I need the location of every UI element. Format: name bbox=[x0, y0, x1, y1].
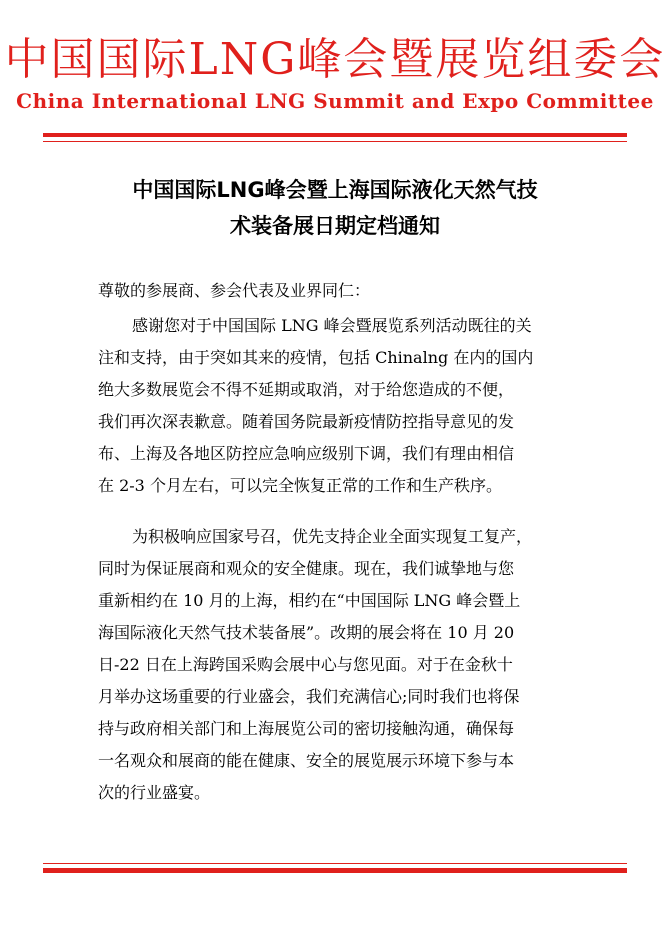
notice-title-line: 术装备展日期定档通知 bbox=[230, 214, 440, 238]
header-divider-thin bbox=[43, 141, 627, 142]
paragraph-line: 同时为保证展商和观众的安全健康。现在，我们诚挚地与您 bbox=[98, 559, 515, 578]
paragraph-line: 在 2-3 个月左右，可以完全恢复正常的工作和生产秩序。 bbox=[98, 476, 502, 495]
paragraph-line: 日-22 日在上海跨国采购会展中心与您见面。对于在金秋十 bbox=[98, 655, 513, 674]
paragraph-line: 绝大多数展览会不得不延期或取消，对于给您造成的不便， bbox=[98, 380, 515, 399]
paragraph-2 bbox=[98, 521, 608, 809]
paragraph-line: 次的行业盛宴。 bbox=[98, 783, 211, 802]
paragraph-line: 海国际液化天然气技术装备展”。改期的展会将在 10 月 20 bbox=[98, 623, 515, 642]
letterhead-title-en: China International LNG Summit and Expo Committee bbox=[16, 89, 654, 113]
salutation: 尊敬的参展商、参会代表及业界同仁： bbox=[98, 281, 371, 300]
paragraph-line: 重新相约在 10 月的上海，相约在“中国国际 LNG 峰会暨上 bbox=[98, 591, 521, 610]
paragraph-line: 月举办这场重要的行业盛会，我们充满信心;同时我们也将保 bbox=[98, 687, 520, 706]
letterhead-title-cn: 中国国际LNG峰会暨展览组委会 bbox=[4, 34, 666, 85]
footer-divider-thick bbox=[43, 868, 627, 873]
paragraph-line: 布、上海及各地区防控应急响应级别下调，我们有理由相信 bbox=[98, 444, 515, 463]
footer-divider-thin bbox=[43, 863, 627, 864]
paragraph-line: 为积极响应国家号召，优先支持企业全面实现复工复产， bbox=[132, 527, 533, 546]
paragraph-1 bbox=[98, 310, 608, 502]
header-divider-thick bbox=[43, 133, 627, 137]
paragraph-line: 感谢您对于中国国际 LNG 峰会暨展览系列活动既往的关 bbox=[132, 316, 532, 335]
notice-title bbox=[60, 172, 610, 244]
notice-title-line: 中国国际LNG峰会暨上海国际液化天然气技 bbox=[132, 178, 538, 202]
paragraph-line: 我们再次深表歉意。随着国务院最新疫情防控指导意见的发 bbox=[98, 412, 515, 431]
paragraph-line: 持与政府相关部门和上海展览公司的密切接触沟通，确保每 bbox=[98, 719, 515, 738]
paragraph-line: 一名观众和展商的能在健康、安全的展览展示环境下参与本 bbox=[98, 751, 515, 770]
paragraph-line: 注和支持，由于突如其来的疫情，包括 Chinalng 在内的国内 bbox=[98, 348, 534, 367]
